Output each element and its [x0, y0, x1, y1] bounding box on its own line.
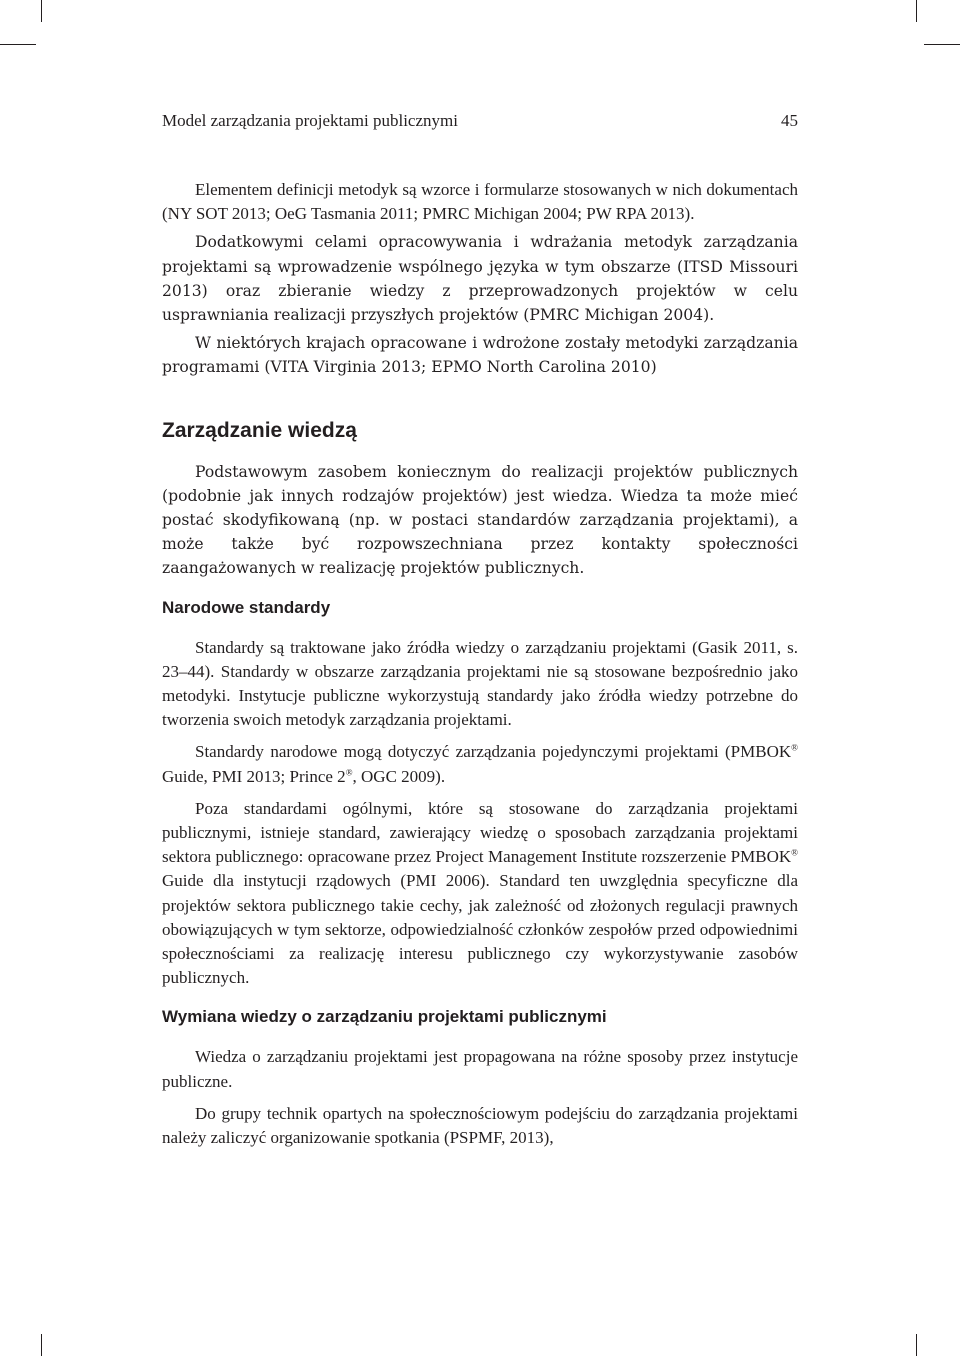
paragraph: Standardy są traktowane jako źródła wiedzy o zarządzaniu projektami (Gasik 2011, s. 23–44). Standardy w obszarze zarządzania projektami nie są stosowane bezpośrednio jako metodyki. Instytucje publiczne wykorzystują standardy jako źródła wiedzy potrzebne do tworzenia swoich metodyk zarządzania projektami. — [162, 637, 798, 730]
paragraph: Dodatkowymi celami opracowywania i wdrażania metodyk zarządzania projektami są wprowadzenie wspólnego języka w tym obszarze (ITSD Missouri 2013) oraz zbieranie wiedzy z przeprowadzonych projektów w celu usprawniania realizacji przyszłych projektów (PMRC Michigan 2004). — [162, 233, 798, 325]
paragraph — [162, 797, 798, 991]
text-run: Standardy narodowe mogą dotyczyć zarządzania pojedynczymi projektami (PMBOK — [195, 742, 792, 762]
crop-mark — [0, 44, 36, 45]
text-run: Guide, PMI 2013; Prince 2 — [162, 766, 346, 786]
crop-mark — [916, 0, 917, 22]
text-run: Poza standardami ogólnymi, które są stosowane do zarządzania projektami publicznymi, istnieje standard, zawierający wiedzę o sposobach zarządzania projektami sektora publicznego: opracowane przez Project Management Institute rozszerzenie PMBOK — [162, 798, 798, 867]
paragraph: Elementem definicji metodyk są wzorce i formularze stosowanych w nich dokumentach (NY SOT 2013; OeG Tasmania 2011; PMRC Michigan 2004; PW RPA 2013). — [162, 180, 798, 224]
registered-mark: ® — [791, 742, 798, 753]
crop-mark — [41, 1334, 42, 1356]
text-run: Guide dla instytucji rządowych (PMI 2006). Standard ten uwzględnia specyficzne dla projektów sektora publicznego takie cechy, jak zależność od złożonych regulacji prawnych obowiązujących w tym sektorze, odpowiedzialność członków zespołów przed odpowiednimi społecznościami za realizację interesu publicznego czy wykorzystywanie zasobów publicznych. — [162, 871, 798, 988]
registered-mark: ® — [791, 847, 798, 858]
paragraph: Wiedza o zarządzaniu projektami jest propagowana na różne sposoby przez instytucje publiczne. — [162, 1047, 798, 1091]
crop-mark — [41, 0, 42, 22]
subsection-heading: Wymiana wiedzy o zarządzaniu projektami publicznymi — [162, 1007, 607, 1027]
paragraph: Podstawowym zasobem koniecznym do realizacji projektów publicznych (podobnie jak innych rodzajów projektów) jest wiedza. Wiedza ta może mieć postać skodyfikowaną (np. w postaci standardów zarządzania projektami), a może także być rozpowszechniana przez kontakty społeczności zaangażowanych w realizację projektów publicznych. — [162, 462, 798, 578]
crop-mark — [916, 1334, 917, 1356]
section-heading: Zarządzanie wiedzą — [162, 418, 357, 442]
subsection-heading: Narodowe standardy — [162, 597, 331, 617]
paragraph — [162, 740, 798, 788]
running-title: Model zarządzania projektami publicznymi — [162, 111, 458, 130]
text-run: , OGC 2009). — [352, 766, 446, 786]
running-head — [162, 111, 798, 131]
registered-mark: ® — [345, 767, 353, 777]
page-number: 45 — [781, 111, 798, 130]
paragraph: W niektórych krajach opracowane i wdrożone zostały metodyki zarządzania programami (VITA Virginia 2013; EPMO North Carolina 2010) — [162, 334, 798, 377]
paragraph: Do grupy technik opartych na społecznościowym podejściu do zarządzania projektami należy zaliczyć organizowanie spotkania (PSPMF, 2013), — [162, 1103, 798, 1148]
page-body — [162, 178, 798, 1150]
crop-mark — [924, 44, 960, 45]
